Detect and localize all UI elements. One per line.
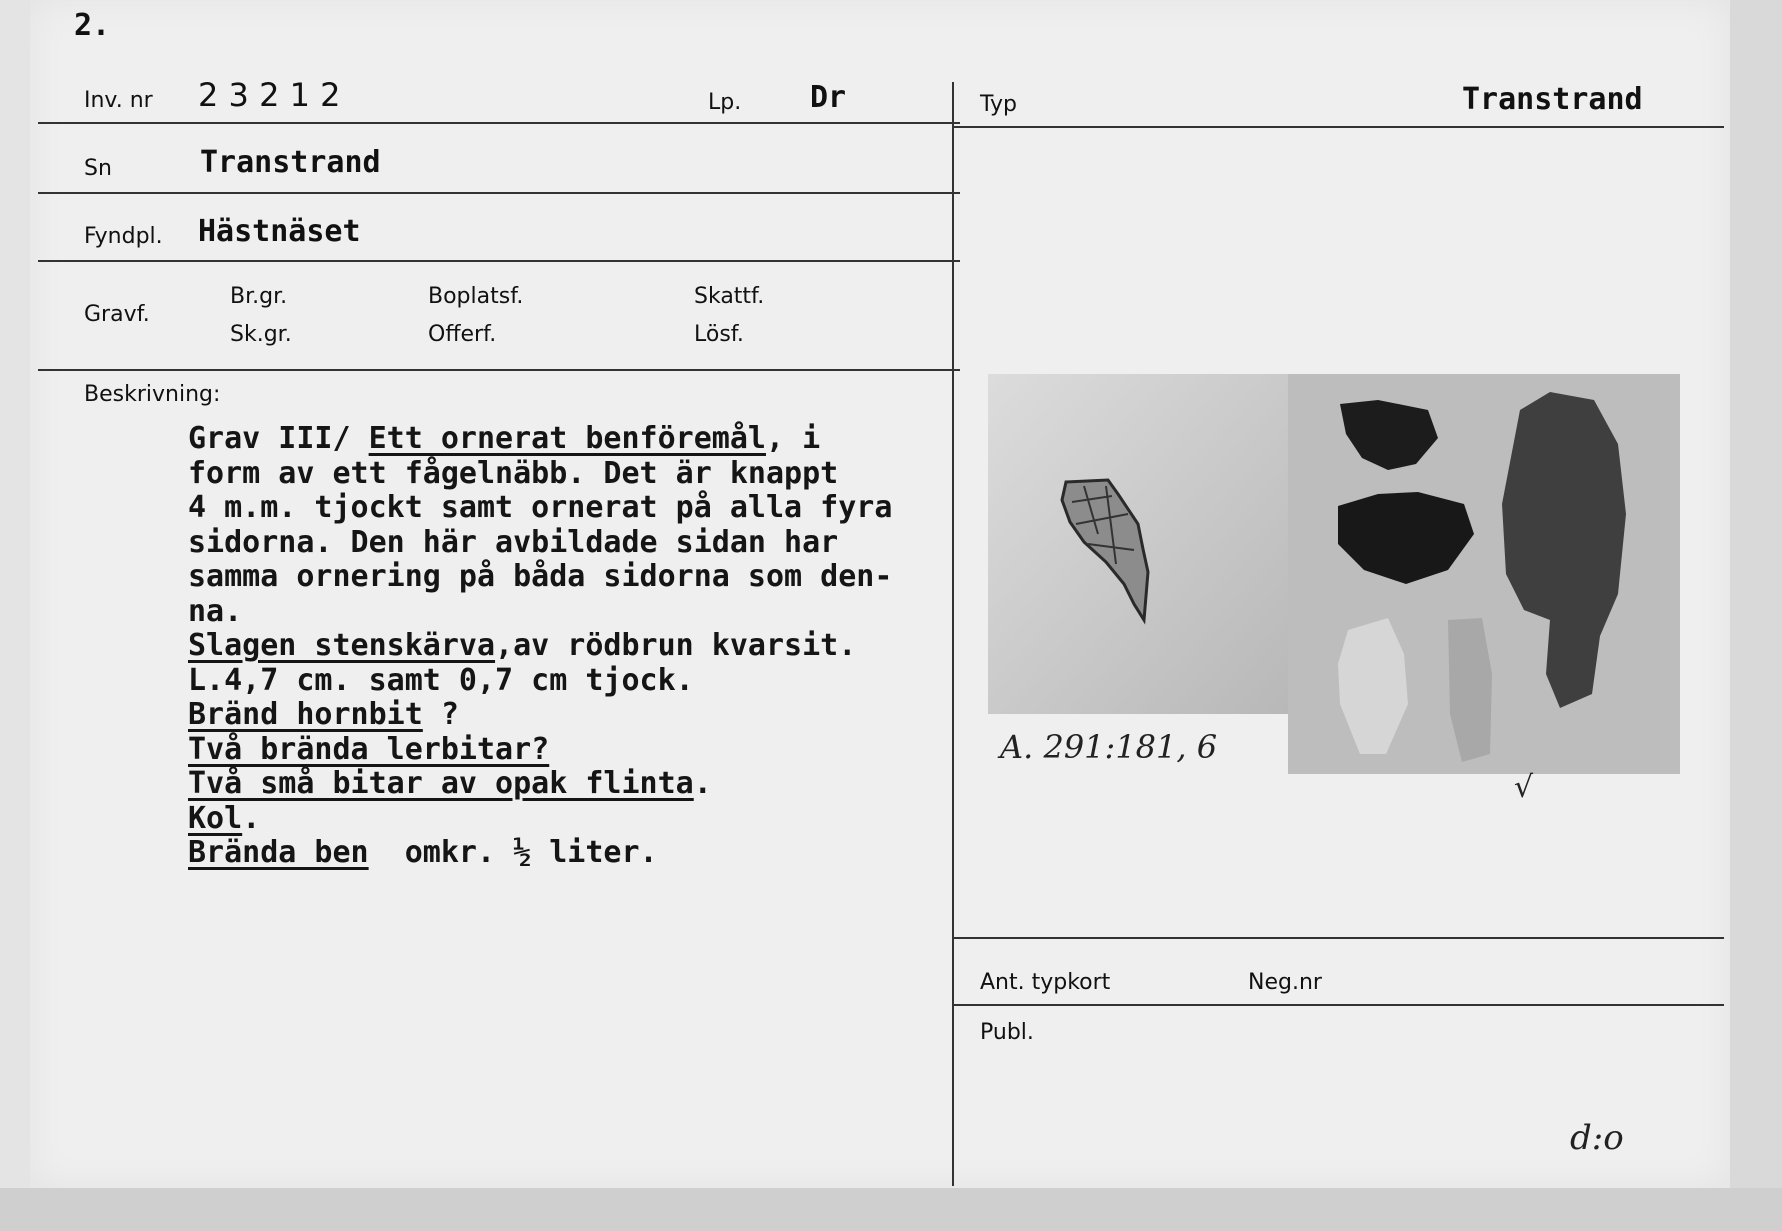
card-number: 2. xyxy=(74,8,111,43)
sn-label: Sn xyxy=(84,156,112,181)
lp-value: Dr xyxy=(810,80,847,115)
bottom-note: d:o xyxy=(1570,1118,1624,1158)
brgr-label: Br.gr. xyxy=(230,284,288,309)
rule-row-2 xyxy=(38,192,960,194)
offerf-label: Offerf. xyxy=(428,322,497,347)
desc-line-10: Två brända lerbitar? xyxy=(188,731,550,767)
fyndpl-label: Fyndpl. xyxy=(84,224,163,249)
publ-label: Publ. xyxy=(980,1020,1034,1045)
skgr-label: Sk.gr. xyxy=(230,322,292,347)
fyndpl-value: Hästnäset xyxy=(198,214,361,249)
losf-label: Lösf. xyxy=(694,322,744,347)
desc-line-1: Grav III/ Ett ornerat benföremål, i xyxy=(188,421,821,456)
desc-line-9: Bränd hornbit ? xyxy=(188,697,459,732)
desc-line-4: sidorna. Den här avbildade sidan har xyxy=(188,524,839,560)
desc-line-8: L.4,7 cm. samt 0,7 cm tjock. xyxy=(188,662,694,698)
typ-value: Transtrand xyxy=(1462,82,1643,117)
rule-row-3 xyxy=(38,260,960,262)
desc-line-2: form av ett fågelnäbb. Det är knappt xyxy=(188,455,839,491)
desc-line-12: Kol. xyxy=(188,800,261,836)
ant-typkort-label: Ant. typkort xyxy=(980,970,1111,995)
description-text xyxy=(188,422,892,871)
gravf-label: Gravf. xyxy=(84,302,150,327)
inv-value: 2 3 2 1 2 xyxy=(198,76,341,114)
scan-border-right xyxy=(1730,0,1782,1231)
scan-border-bottom xyxy=(0,1188,1782,1231)
negnr-label: Neg.nr xyxy=(1248,970,1322,995)
scan-border-left xyxy=(0,0,30,1231)
bone-object-photo-icon xyxy=(988,374,1288,714)
rule-ant xyxy=(954,937,1724,939)
rule-row-4 xyxy=(38,369,960,371)
skattf-label: Skattf. xyxy=(694,284,765,309)
beskrivning-label: Beskrivning: xyxy=(84,382,221,407)
desc-line-3: 4 m.m. tjockt samt ornerat på alla fyra xyxy=(188,490,893,525)
sn-value: Transtrand xyxy=(200,145,381,180)
lp-label: Lp. xyxy=(708,90,742,115)
rule-publ xyxy=(954,1004,1724,1006)
desc-line-11: Två små bitar av opak flinta. xyxy=(188,766,712,801)
rule-row-1 xyxy=(38,122,960,124)
desc-line-7: Slagen stenskärva,av rödbrun kvarsit. xyxy=(188,628,857,663)
desc-line-13: Brända ben omkr. ½ liter. xyxy=(188,835,658,870)
check-mark: √ xyxy=(1514,770,1534,805)
center-divider xyxy=(952,82,954,1186)
photo-caption: A. 291:181, 6 xyxy=(1000,728,1218,766)
finds-photo-icon xyxy=(1288,374,1680,774)
desc-line-5: samma ornering på båda sidorna som den- xyxy=(188,559,893,594)
catalog-card xyxy=(30,0,1730,1188)
inv-label: Inv. nr xyxy=(84,88,153,113)
typ-label: Typ xyxy=(980,92,1017,117)
rule-row-1-right xyxy=(954,126,1724,128)
boplatsf-label: Boplatsf. xyxy=(428,284,524,309)
desc-line-6: na. xyxy=(188,593,243,629)
